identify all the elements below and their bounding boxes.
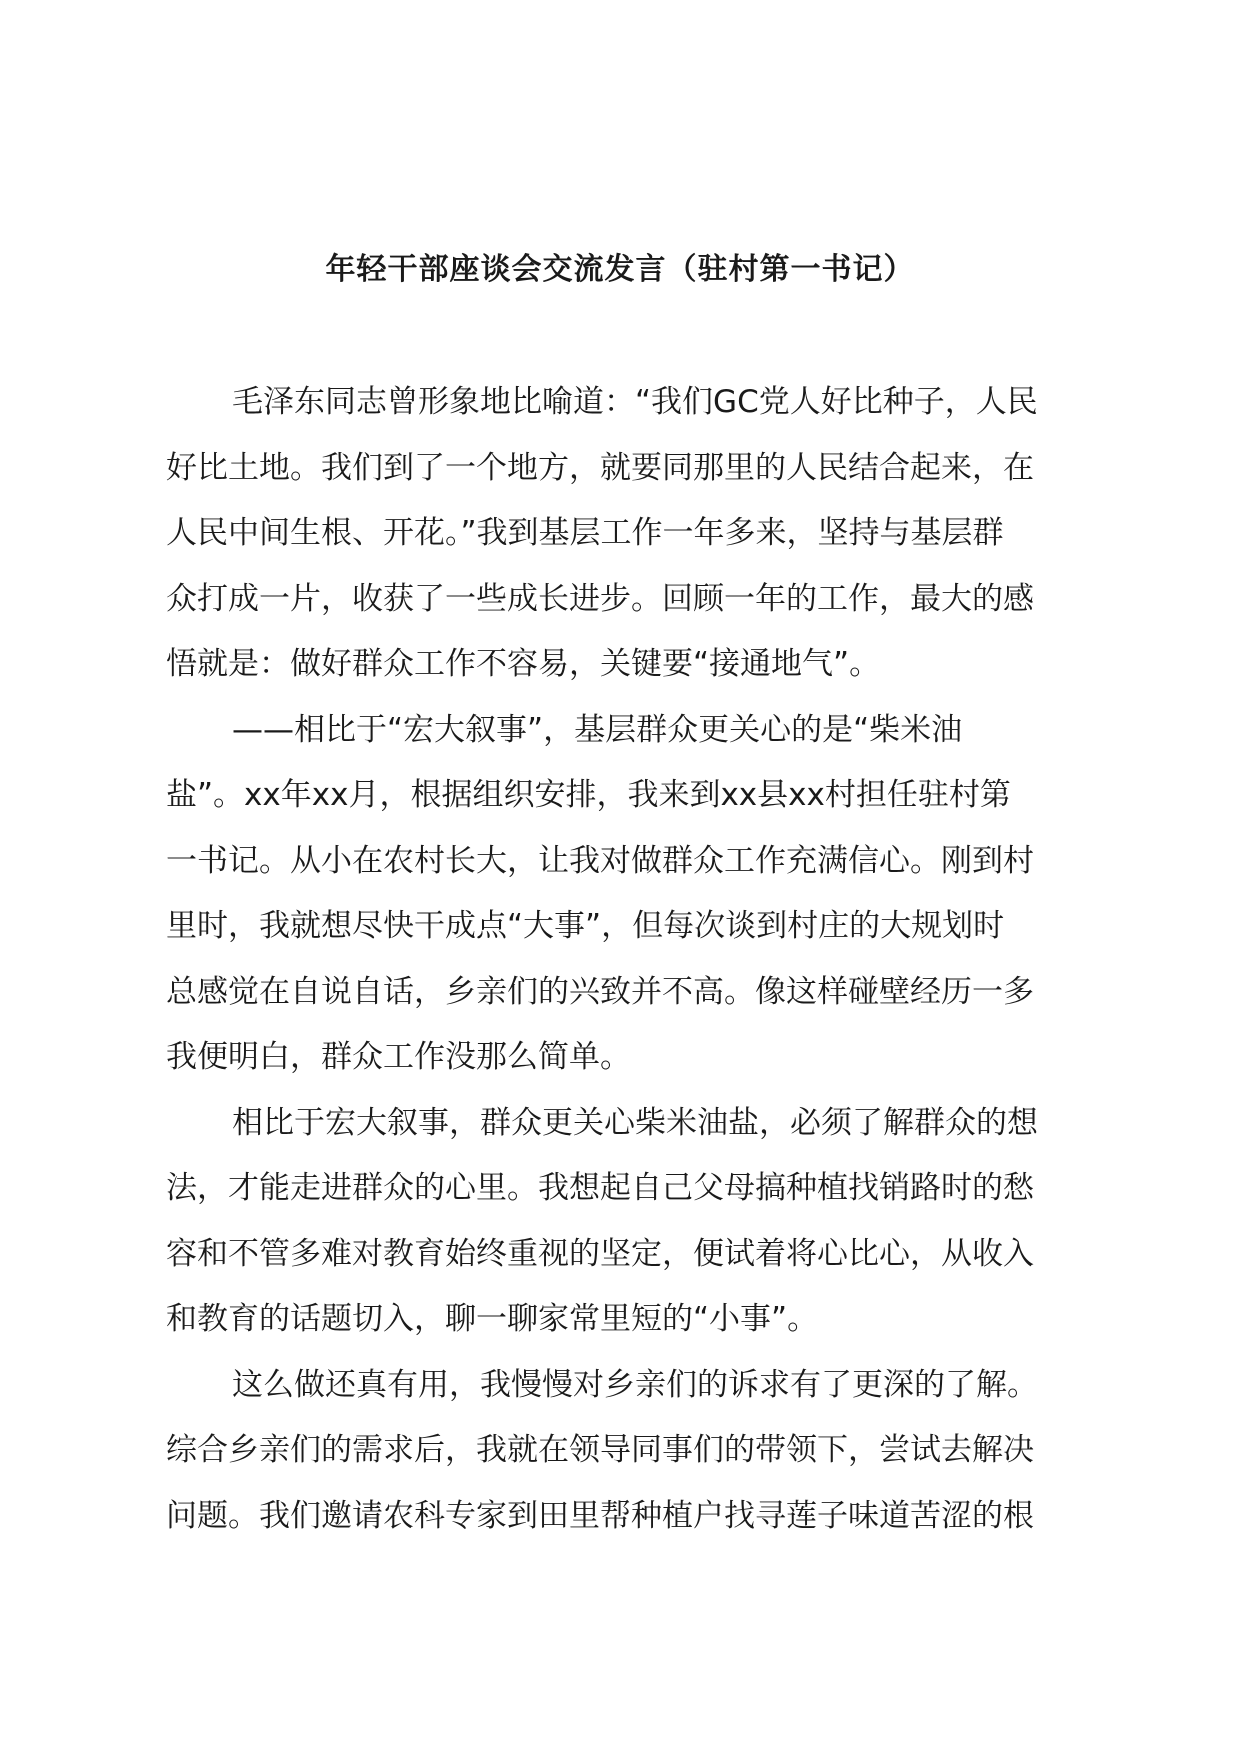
- body-line: 好比土地。我们到了一个地方，就要同那里的人民结合起来，在: [166, 449, 1034, 486]
- body-line: 众打成一片，收获了一些成长进步。回顾一年的工作，最大的感: [166, 580, 1034, 617]
- body-line: 问题。我们邀请农科专家到田里帮种植户找寻莲子味道苦涩的根: [166, 1497, 1034, 1534]
- body-line: 法，才能走进群众的心里。我想起自己父母搞种植找销路时的愁: [166, 1170, 1034, 1206]
- body-line: 总感觉在自说自话，乡亲们的兴致并不高。像这样碰壁经历一多: [166, 973, 1034, 1010]
- body-line: 里时，我就想尽快干成点“大事”，但每次谈到村庄的大规划时: [166, 908, 1005, 944]
- body-line: 一书记。从小在农村长大，让我对做群众工作充满信心。刚到村: [166, 842, 1034, 879]
- body-line: ——相比于“宏大叙事”，基层群众更关心的是“柴米油: [232, 711, 963, 748]
- document-body: [166, 370, 1110, 1549]
- body-line: 综合乡亲们的需求后，我就在领导同事们的带领下，尝试去解决: [166, 1432, 1034, 1468]
- body-line: 容和不管多难对教育始终重视的坚定，便试着将心比心，从收入: [166, 1235, 1034, 1272]
- body-line: 和教育的话题切入，聊一聊家常里短的“小事”。: [166, 1301, 819, 1337]
- body-line: 我便明白，群众工作没那么简单。: [166, 1039, 631, 1075]
- document-title: 年轻干部座谈会交流发言（驻村第一书记）: [325, 252, 915, 287]
- body-line: 盐”。xx年xx月，根据组织安排，我来到xx县xx村担任驻村第: [166, 777, 1011, 813]
- body-line: 悟就是：做好群众工作不容易，关键要“接通地气”。: [166, 646, 881, 682]
- body-line: 这么做还真有用，我慢慢对乡亲们的诉求有了更深的了解。: [232, 1366, 1038, 1403]
- body-line: 毛泽东同志曾形象地比喻道：“我们GC党人好比种子，人民: [232, 384, 1038, 420]
- body-line: 人民中间生根、开花。”我到基层工作一年多来，坚持与基层群: [166, 515, 1004, 551]
- body-line: 相比于宏大叙事，群众更关心柴米油盐，必须了解群众的想: [232, 1104, 1038, 1141]
